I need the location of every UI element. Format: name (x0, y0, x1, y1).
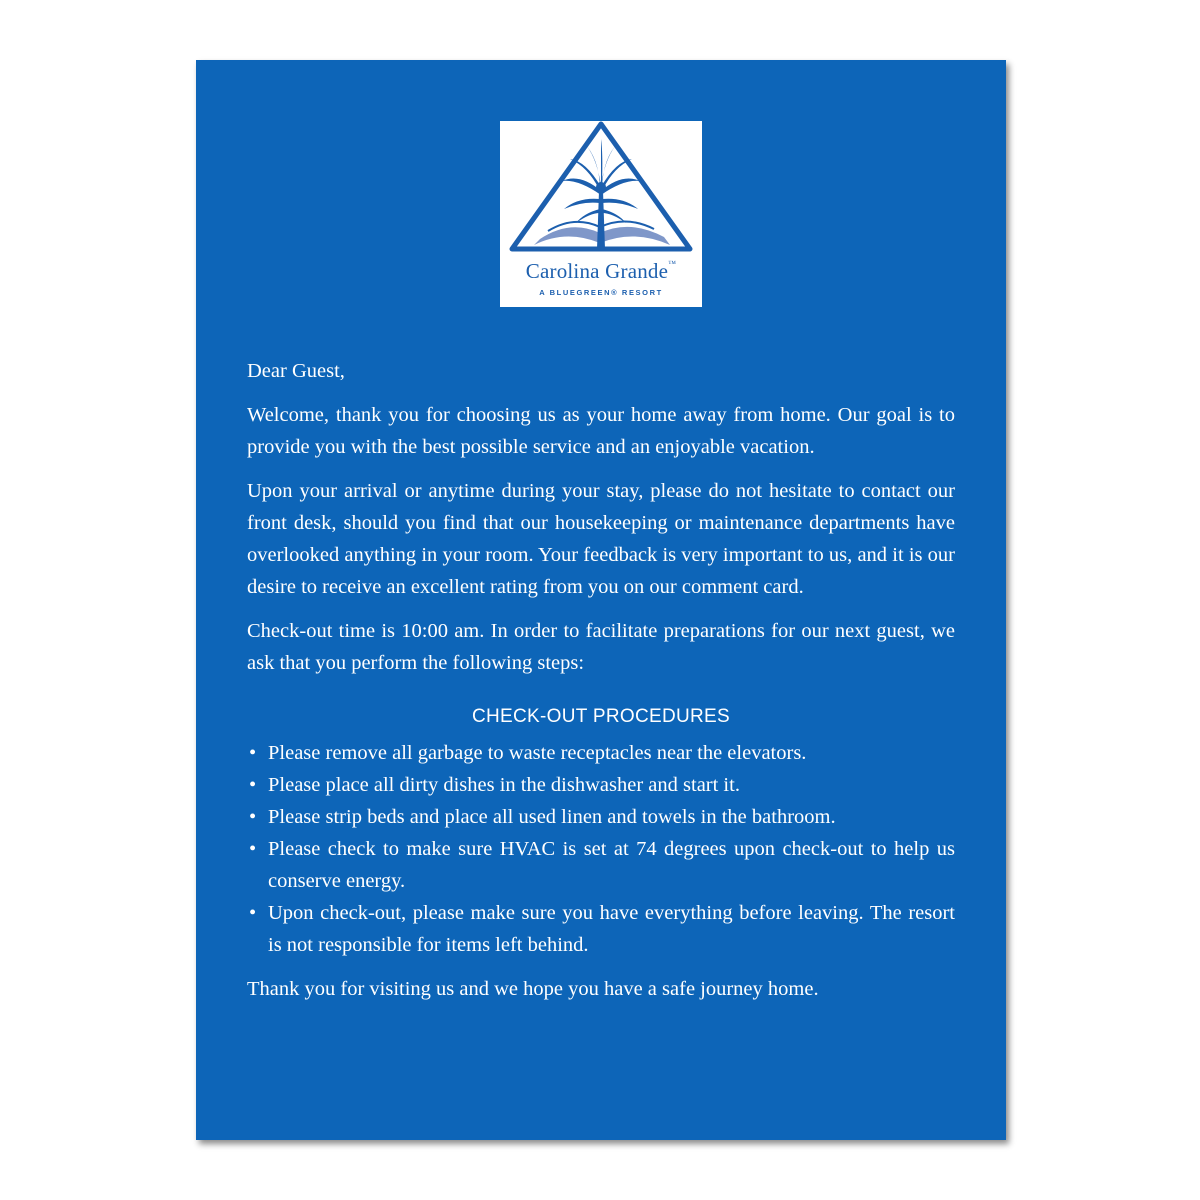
procedure-item (247, 737, 955, 769)
procedure-item (247, 897, 955, 961)
bullet-icon: • (249, 806, 257, 828)
procedure-item (247, 801, 955, 833)
welcome-paragraph: Welcome, thank you for choosing us as your home away from home. Our goal is to provide you with the best possible service and an enjoyable vacation. (247, 404, 955, 458)
bullet-icon: • (249, 742, 257, 764)
procedure-text: Please strip beds and place all used linen and towels in the bathroom. (268, 806, 836, 828)
procedure-text: Please check to make sure HVAC is set at 74 degrees upon check-out to help us conserve energy. (268, 838, 955, 892)
resort-logo (500, 121, 702, 307)
bullet-icon: • (249, 902, 257, 924)
procedures-list (247, 737, 955, 961)
logo-name (500, 259, 702, 284)
letter-body (247, 355, 955, 1017)
procedure-text: Please place all dirty dishes in the dishwasher and start it. (268, 774, 740, 796)
welcome-card (196, 60, 1006, 1140)
logo-name-text: Carolina Grande (525, 259, 669, 283)
palm-tree-triangle-icon (500, 121, 702, 261)
trademark-mark: ™ (668, 259, 677, 268)
procedures-title: CHECK-OUT PROCEDURES (472, 706, 730, 727)
procedure-text: Please remove all garbage to waste receptacles near the elevators. (268, 742, 807, 764)
bullet-icon: • (249, 774, 257, 796)
front-desk-paragraph: Upon your arrival or anytime during your stay, please do not hesitate to contact our front desk, should you find that our housekeeping or maintenance departments have overlooked anything in your room. Your feedback is very important to us, and it is our desire to receive an excellent rating from you on our comment card. (247, 480, 955, 598)
greeting: Dear Guest, (247, 360, 345, 382)
closing-paragraph: Thank you for visiting us and we hope you have a safe journey home. (247, 978, 819, 1000)
checkout-time-paragraph: Check-out time is 10:00 am. In order to facilitate preparations for our next guest, we ask that you perform the following steps: (247, 620, 955, 674)
procedure-item (247, 833, 955, 897)
procedure-item (247, 769, 955, 801)
bullet-icon: • (249, 838, 257, 860)
logo-tagline: A BLUEGREEN® RESORT (539, 288, 663, 297)
procedure-text: Upon check-out, please make sure you have everything before leaving. The resort is not responsible for items left behind. (268, 902, 955, 956)
